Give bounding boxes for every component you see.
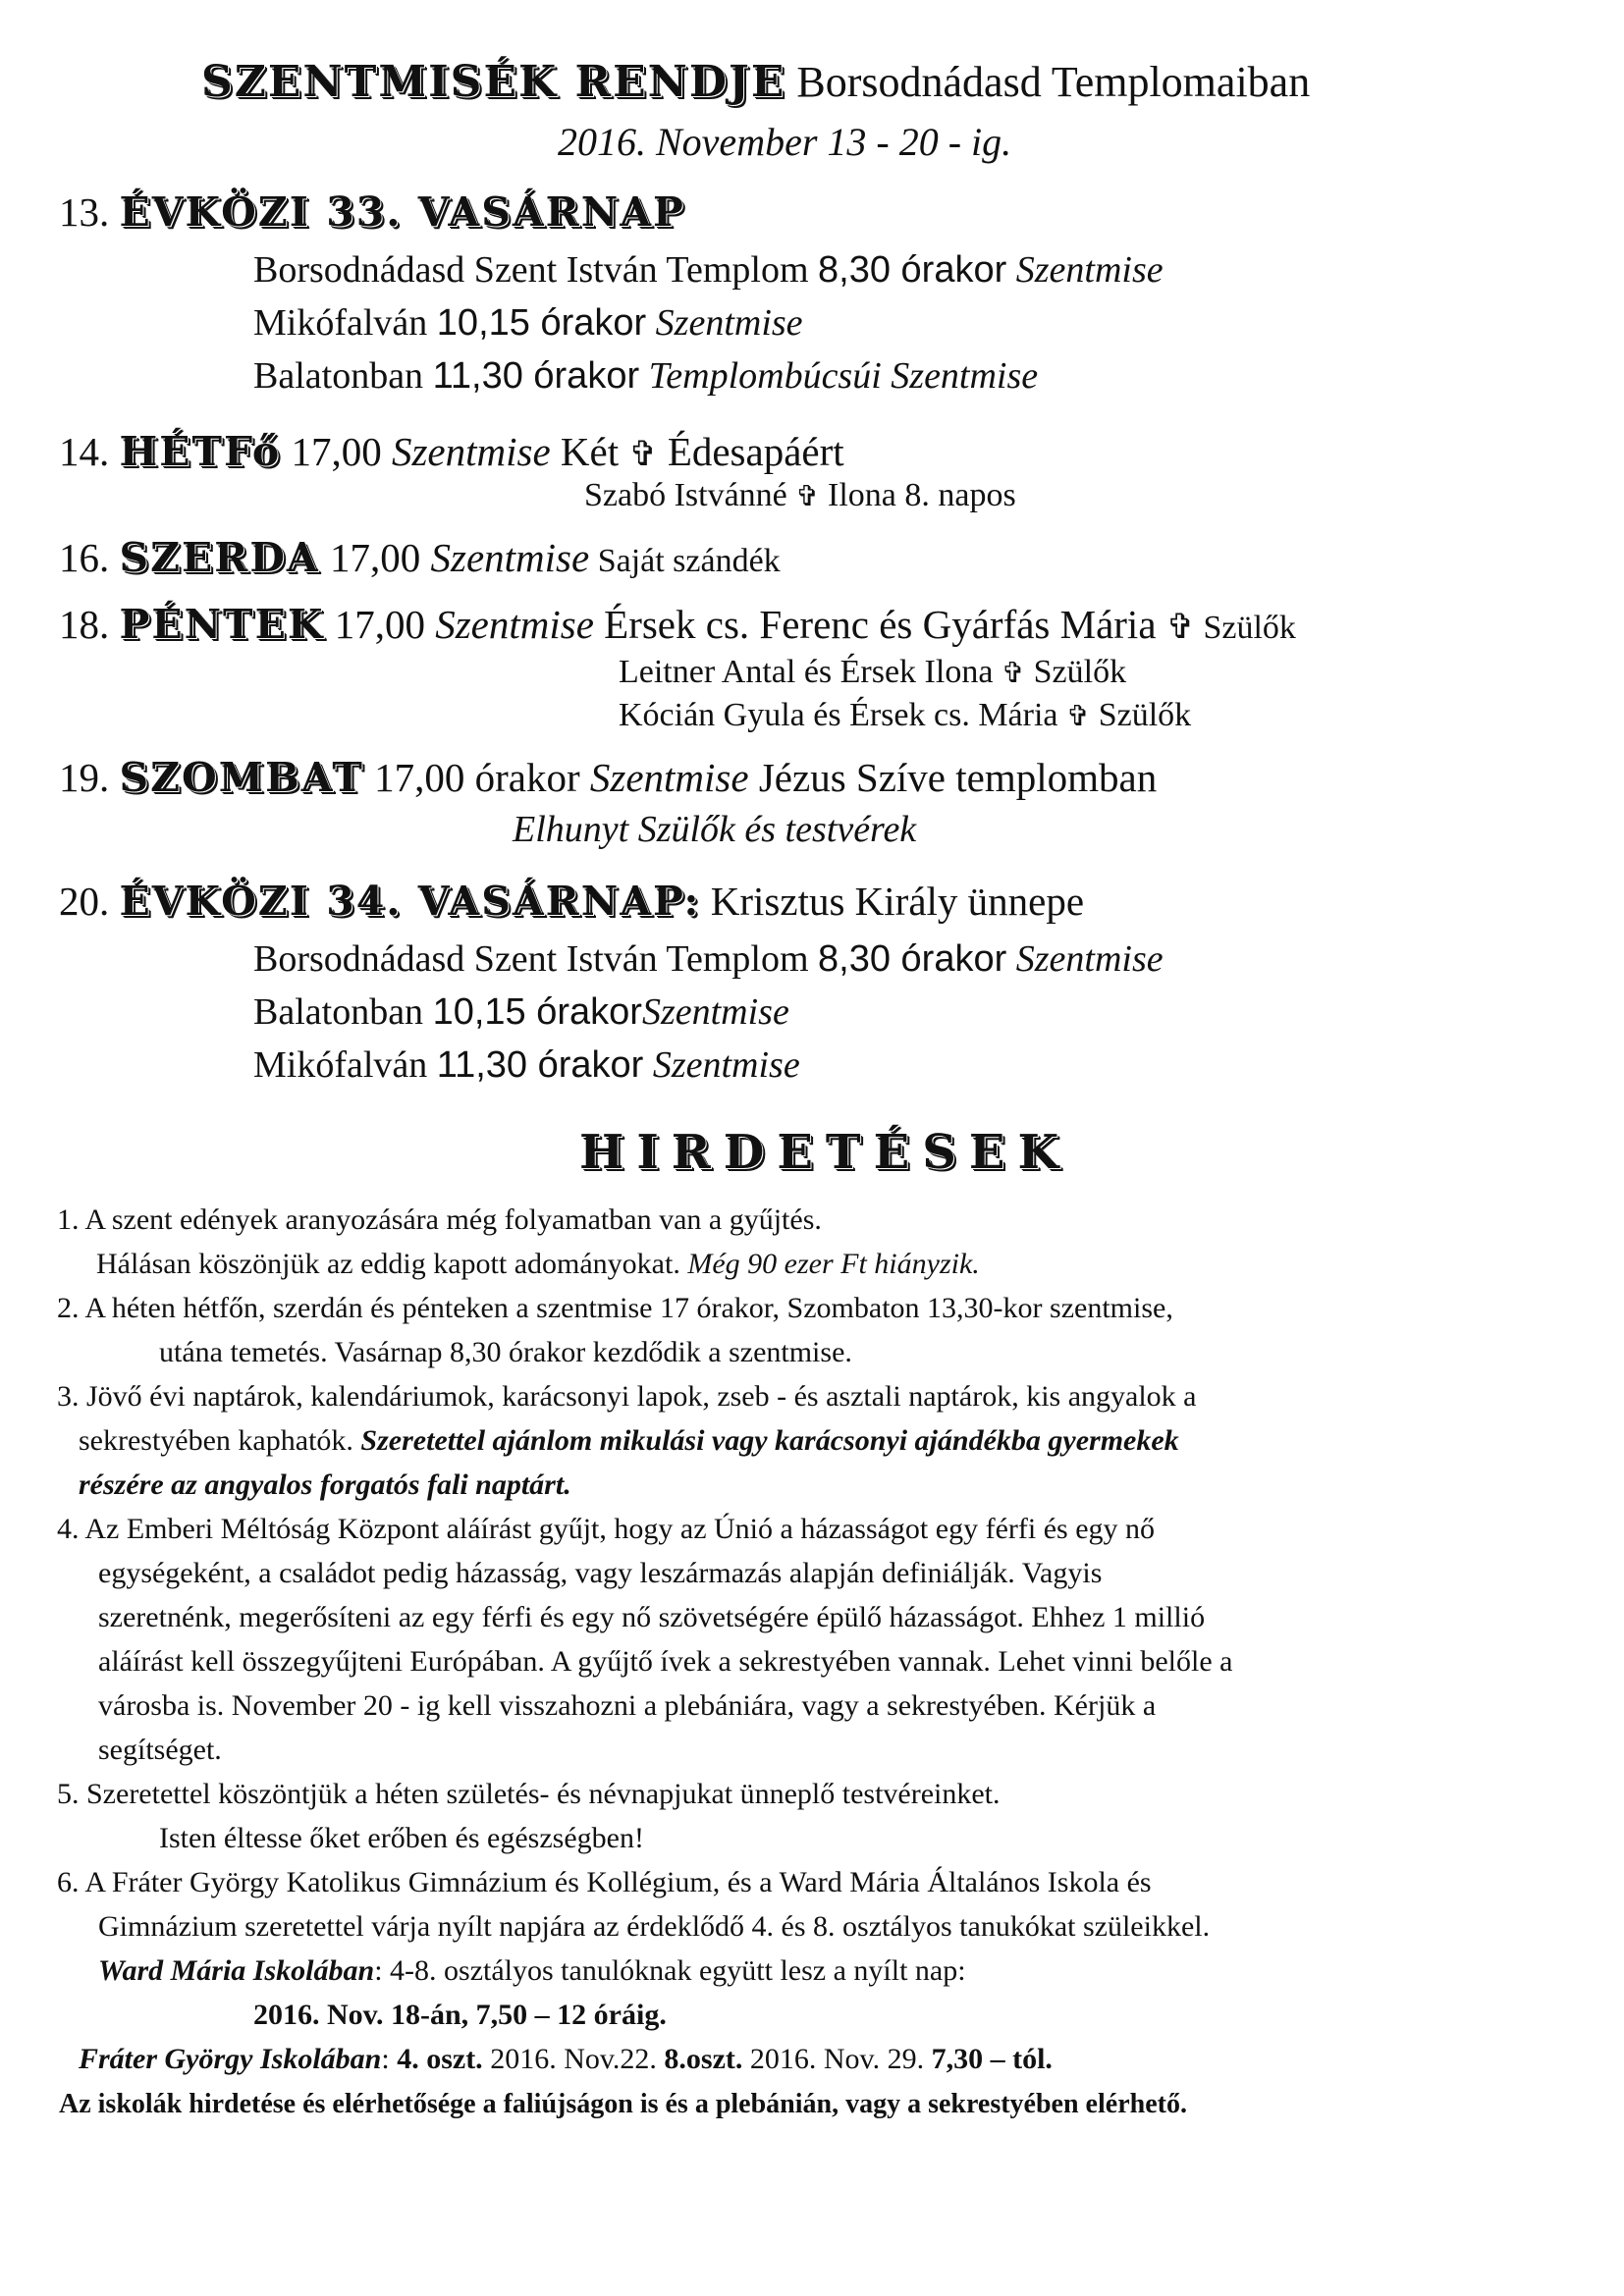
mass-line — [253, 304, 803, 342]
mass-line — [253, 940, 1164, 978]
announcement-6-line-2: Gimnázium szeretettel várja nyílt napjára az érdeklődő 4. és 8. osztályos tanukókat szüleikkel. — [98, 1910, 1211, 1943]
mass-time: 17,00 — [324, 602, 436, 647]
announcement-3-line-3: részére az angyalos forgatós fali naptárt. — [79, 1468, 571, 1501]
mass-time: 11,30 órakor — [432, 355, 640, 397]
announcement-text: 2016. Nov. 29. — [742, 2043, 932, 2075]
title-rest: Borsodnádasd Templomaiban — [785, 58, 1311, 106]
mass-kind: Szentmise — [641, 991, 789, 1033]
mass-line — [253, 357, 1038, 395]
announcement-5-line-2: Isten éltesse őket erőben és egészségben! — [159, 1822, 644, 1854]
title-decorative: SZENTMISÉK RENDJE — [201, 57, 786, 107]
mass-kind: Szentmise — [1006, 938, 1164, 980]
announcement-4-line-3: szeretnénk, megerősíteni az egy férfi és egy nő szövetségére épülő házasságot. Ehhez 1 millió — [98, 1601, 1206, 1633]
day-number: 19. — [59, 755, 120, 800]
announcement-text: : 4-8. osztályos tanulóknak együtt lesz a nyílt nap: — [374, 1954, 966, 1987]
day-number: 18. — [59, 602, 120, 647]
announcement-text: : — [381, 2043, 398, 2075]
announcement-4-line-2: egységeként, a családot pedig házasság, vagy leszármazás alapján definiálják. Vagyis — [98, 1557, 1103, 1589]
day-name: SZERDA — [119, 534, 320, 581]
mass-time: 17,00 órakor — [363, 755, 590, 800]
mass-line — [253, 1046, 800, 1084]
intention: Érsek cs. Ferenc és Gyárfás Mária — [593, 602, 1166, 647]
footer-note: Az iskolák hirdetése és elérhetősége a faliújságon is és a plebánián, vagy a sekrestyében elérhető. — [59, 2089, 1187, 2119]
intention: Kócián Gyula és Érsek cs. Mária — [619, 697, 1067, 733]
announcement-5-line-1: 5. Szeretettel köszöntjük a héten születés- és névnapjukat ünneplő testvéreinket. — [57, 1778, 1001, 1810]
intention: Szülők — [1025, 654, 1127, 690]
announcement-4-line-5: városba is. November 20 - ig kell visszahozni a plebániára, vagy a sekrestyében. Kérjük a — [98, 1689, 1157, 1722]
day-wednesday — [59, 534, 781, 581]
announcement-text-bold: 8.oszt. — [664, 2043, 743, 2075]
announcement-text: Hálásan köszönjük az eddig kapott adományokat. — [96, 1248, 688, 1280]
announcements-heading: HIRDETÉSEK — [579, 1125, 1072, 1180]
announcement-6-line-5 — [79, 2045, 1053, 2074]
intention: Édesapáért — [657, 429, 844, 474]
mass-time: 10,15 órakor — [432, 991, 642, 1033]
day-saturday — [59, 754, 1158, 801]
mass-kind: Szentmise — [646, 302, 803, 344]
mass-kind: Szentmise — [391, 429, 551, 474]
announcement-text: 2016. Nov.22. — [482, 2043, 665, 2075]
mass-kind: Szentmise — [435, 602, 594, 647]
day-sunday-13 — [59, 188, 685, 236]
mass-kind: Szentmise — [643, 1044, 800, 1086]
cross-icon: ✞ — [628, 435, 658, 474]
mass-place: Balatonban — [253, 991, 433, 1033]
day-name: PÉNTEK — [119, 601, 325, 648]
day-number: 13. — [59, 189, 120, 235]
announcement-text-bold-italic: Szeretettel ajánlom mikulási vagy karácsonyi ajándékba gyermekek — [360, 1424, 1179, 1457]
intention: Ilona 8. napos — [819, 477, 1016, 513]
mass-kind: Templombúcsúi Szentmise — [639, 355, 1039, 397]
page-title — [201, 57, 1311, 107]
mass-place: Mikófalván — [253, 302, 437, 344]
announcement-4-line-6: segítséget. — [98, 1734, 222, 1766]
announcement-2-line-1: 2. A héten hétfőn, szerdán és pénteken a szentmise 17 órakor, Szombaton 13,30-kor szentmise, — [57, 1292, 1173, 1324]
cross-icon: ✞ — [1165, 608, 1195, 647]
mass-line — [253, 993, 789, 1031]
announcement-text-bold: 7,30 – tól. — [931, 2043, 1053, 2075]
mass-kind: Szentmise — [1006, 249, 1164, 291]
cross-icon: ✞ — [1001, 656, 1026, 689]
intention: Leitner Antal és Érsek Ilona — [619, 654, 1001, 690]
mass-kind: Szentmise — [430, 535, 590, 580]
intention-line: Elhunyt Szülők és testvérek — [513, 809, 917, 850]
school-name: Ward Mária Iskolában — [98, 1954, 375, 1987]
mass-line — [253, 251, 1164, 289]
intention: Saját szándék — [589, 543, 781, 579]
announcement-text: sekrestyében kaphatók. — [79, 1424, 361, 1457]
page-subtitle: 2016. November 13 - 20 - ig. — [558, 120, 1012, 164]
announcement-4-line-4: aláírást kell összegyűjteni Európában. A gyűjtő ívek a sekrestyében vannak. Lehet vinni belőle a — [98, 1645, 1233, 1678]
day-name: SZOMBAT — [119, 754, 364, 801]
day-friday — [59, 601, 1296, 648]
intention: Szülők — [1194, 610, 1296, 646]
announcement-6-line-4: 2016. Nov. 18-án, 7,50 – 12 óráig. — [253, 1999, 667, 2031]
intention-line — [619, 656, 1126, 689]
announcement-text-italic: Még 90 ezer Ft hiányzik. — [687, 1248, 980, 1280]
announcement-2-line-2: utána temetés. Vasárnap 8,30 órakor kezdődik a szentmise. — [159, 1336, 852, 1368]
intention: Szülők — [1090, 697, 1192, 733]
mass-time: 10,15 órakor — [436, 302, 647, 344]
mass-place: Borsodnádasd Szent István Templom — [253, 938, 819, 980]
cross-icon: ✞ — [1066, 699, 1091, 732]
announcement-4-line-1: 4. Az Emberi Méltóság Központ aláírást gyűjt, hogy az Únió a házasságot egy férfi és egy nő — [57, 1513, 1156, 1545]
intention: Két — [550, 429, 629, 474]
mass-time: 11,30 órakor — [436, 1044, 644, 1086]
announcement-1-line-1: 1. A szent edények aranyozására még folyamatban van a gyűjtés. — [57, 1203, 822, 1236]
cross-icon: ✞ — [795, 479, 820, 512]
mass-place: Jézus Szíve templomban — [748, 755, 1158, 800]
intention-line — [584, 479, 1016, 512]
mass-time: 17,00 — [319, 535, 431, 580]
announcement-text-bold: 4. oszt. — [397, 2043, 483, 2075]
mass-time: 17,00 — [281, 429, 392, 474]
mass-time: 8,30 órakor — [818, 938, 1007, 980]
day-name: ÉVKÖZI 34. VASÁRNAP: — [119, 878, 701, 925]
school-name: Fráter György Iskolában — [79, 2043, 382, 2075]
announcement-3-line-1: 3. Jövő évi naptárok, kalendáriumok, karácsonyi lapok, zseb - és asztali naptárok, kis angyalok a — [57, 1380, 1197, 1413]
mass-place: Mikófalván — [253, 1044, 437, 1086]
intention-line — [619, 699, 1191, 732]
day-number: 16. — [59, 535, 120, 580]
mass-kind: Szentmise — [589, 755, 749, 800]
announcement-6-line-1: 6. A Fráter György Katolikus Gimnázium és Kollégium, és a Ward Mária Általános Iskola és — [57, 1866, 1152, 1898]
mass-place: Balatonban — [253, 355, 433, 397]
mass-place: Borsodnádasd Szent István Templom — [253, 249, 819, 291]
day-name: HÉTFő — [119, 428, 282, 475]
day-number: 20. — [59, 879, 120, 924]
announcement-6-line-3 — [98, 1956, 966, 1986]
day-name: ÉVKÖZI 33. VASÁRNAP — [119, 188, 685, 236]
feast-name: Krisztus Király ünnepe — [700, 879, 1085, 924]
day-number: 14. — [59, 429, 120, 474]
day-monday — [59, 428, 844, 475]
mass-time: 8,30 órakor — [818, 249, 1007, 291]
day-sunday-20 — [59, 878, 1085, 925]
announcement-1-line-2 — [96, 1250, 980, 1279]
announcement-3-line-2 — [79, 1426, 1179, 1456]
intention: Szabó Istvánné — [584, 477, 796, 513]
